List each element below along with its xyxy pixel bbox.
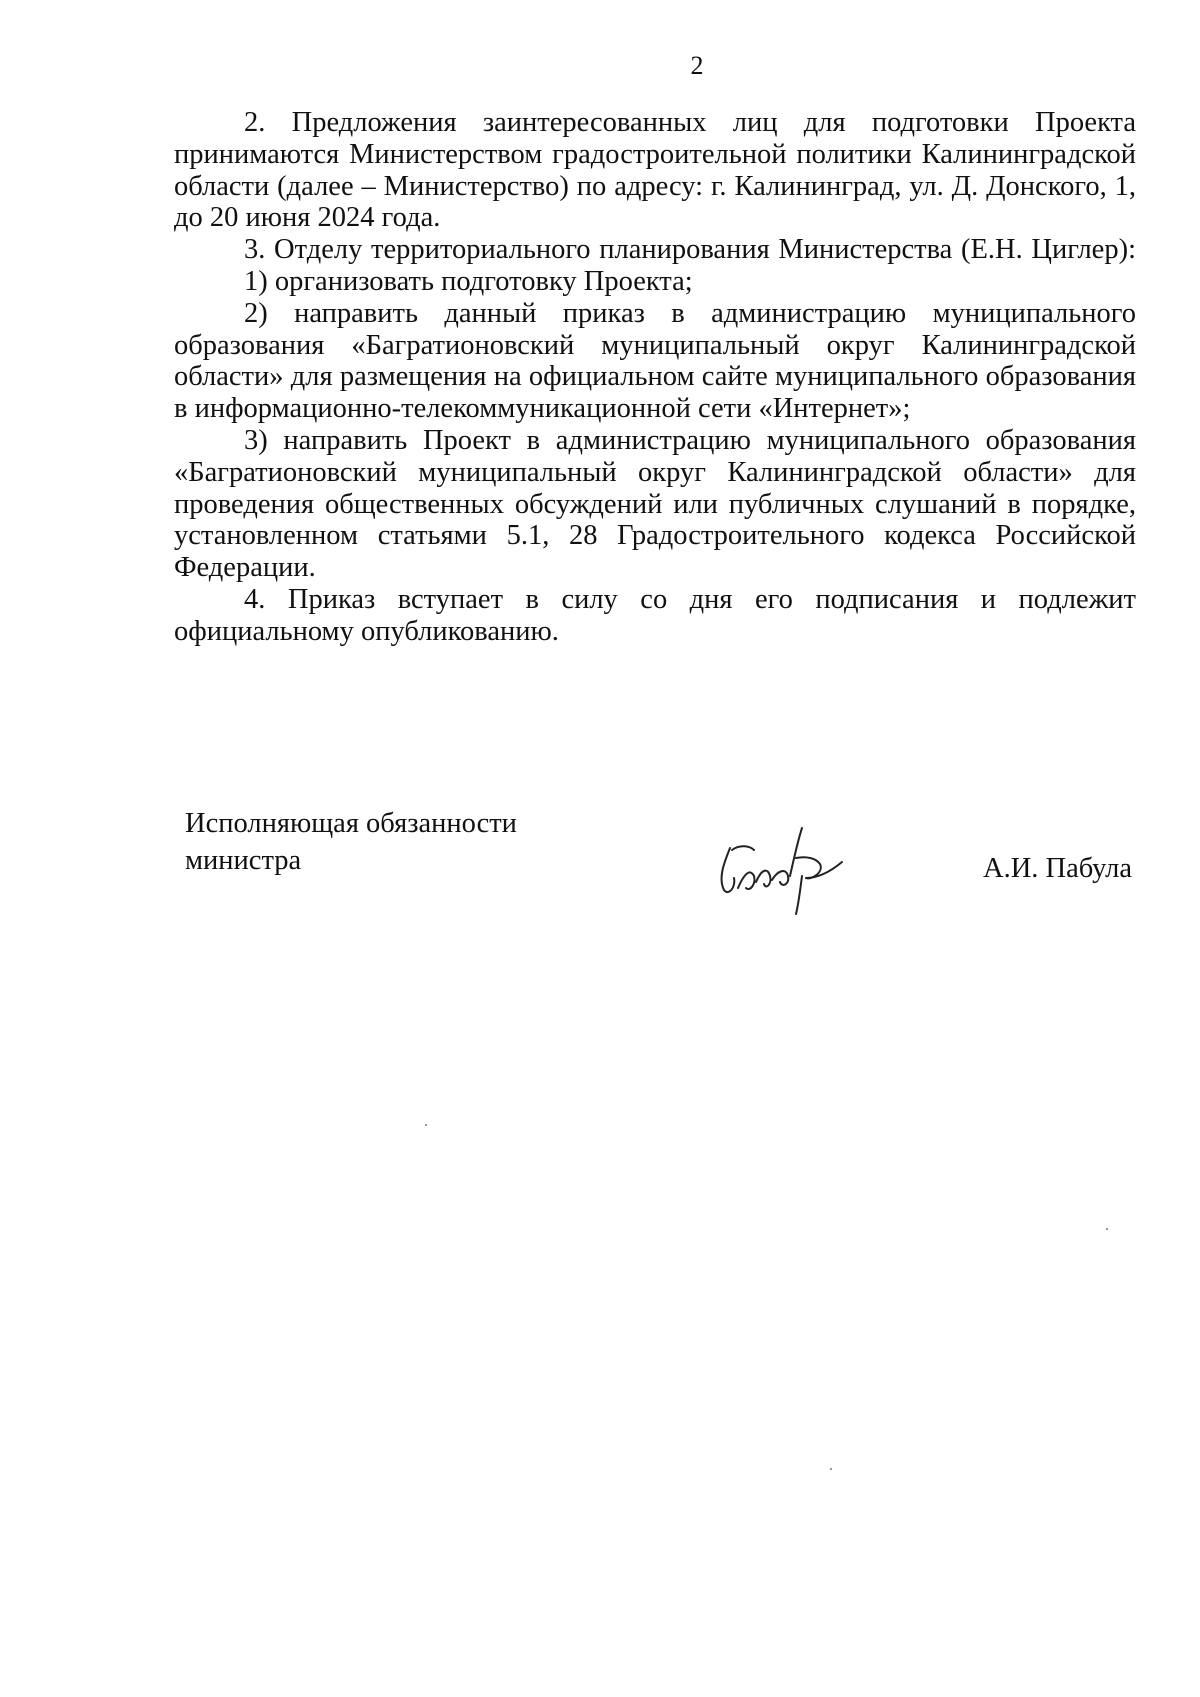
paragraph-item-send-project: 3) направить Проект в администрацию муниципального образования «Багратионовский муниципальный округ Калининградской области» для проведения общественных обсуждений или публичных слушаний в порядке, установленном статьями 5.1, 28 Градостроительного кодекса Российской Федерации. [174, 424, 1136, 584]
paragraph-effective: 4. Приказ вступает в силу со дня его подписания и подлежит официальному опубликованию. [174, 583, 1136, 647]
paragraph-proposals: 2. Предложения заинтересованных лиц для подготовки Проекта принимаются Министерством градостроительной политики Калининградской области (далее – Министерство) по адресу: г. Калининград, ул. Д. Донского, 1, до 20 июня 2024 года. [174, 107, 1136, 234]
signer-position-line1: Исполняющая обязанности [185, 808, 517, 839]
document-body [174, 107, 1136, 648]
signer-position [185, 805, 517, 879]
scan-speck [1106, 1228, 1108, 1230]
page-number: 2 [690, 51, 704, 80]
signer-position-line2: министра [185, 845, 302, 876]
paragraph-department: 3. Отделу территориального планирования Министерства (Е.Н. Циглер): [244, 234, 1136, 266]
paragraph-item-send-order: 2) направить данный приказ в администрацию муниципального образования «Багратионовский муниципальный округ Калининградской области» для размещения на официальном сайте муниципального образования в информационно-телекоммуникационной сети «Интернет»; [174, 297, 1136, 425]
signer-name: А.И. Пабула [983, 853, 1133, 884]
handwritten-signature [710, 818, 860, 918]
scan-speck [830, 1468, 832, 1470]
paragraph-item-organize: 1) организовать подготовку Проекта; [244, 265, 693, 297]
scan-speck [425, 1124, 427, 1126]
